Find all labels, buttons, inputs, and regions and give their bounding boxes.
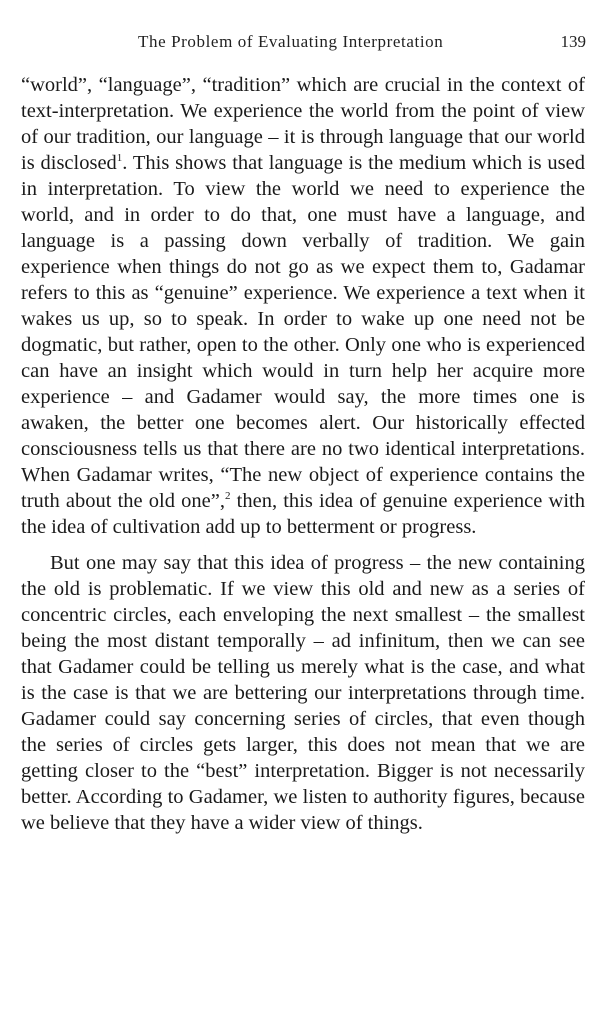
paragraph [21,550,585,836]
paragraph-text: then, this idea of genuine experience with the idea of cultivation add up to betterment or progress. [21,490,585,538]
page-number: 139 [560,32,586,51]
paragraph-text: . This shows that language is the medium which is used in interpretation. To view the world we need to experience the world, and in order to do that, one must have a language, and language is a passing down verbally of tradition. We gain experience when things do not go as we expect them to, Gadamar refers to this as “genuine” experience. We experience a text when it wakes us up, so to speak. In order to wake up one need not be dogmatic, but rather, open to the other. Only one who is experienced can have an insight which would in turn help her acquire more experience – and Gadamer would say, the more times one is awaken, the better one becomes alert. Our historically effected consciousness tells us that there are no two identical interpretations. When Gadamar writes, “The new object of experience contains the truth about the old one”, [21,152,585,512]
paragraph-text: “world”, “language”, “tradition” which are crucial in the context of text-interpretation. We experience the world from the point of view of our tradition, our language – it is through language that our world is disclosed [21,74,585,174]
paragraph-continued [21,72,585,540]
footnote-reference-2: 2 [224,490,231,503]
running-title: The Problem of Evaluating Interpretation [138,32,444,51]
body-text [21,72,585,836]
footnote-reference-1: 1 [116,152,123,165]
paragraph-text: But one may say that this idea of progress – the new containing the old is problematic. If we view this old and new as a series of concentric circles, each enveloping the next smallest – the smallest being the most distant temporally – ad infinitum, then we can see that Gadamer could be telling us merely what is the case, and what is the case is that we are bettering our interpretations through time. Gadamer could say concerning series of circles, that even though the series of circles gets larger, this does not mean that we are getting closer to the “best” interpretation. Bigger is not necessarily better. According to Gadamer, we listen to authority figures, because we believe that they have a wider view of things. [21,552,585,834]
running-header [20,32,586,56]
